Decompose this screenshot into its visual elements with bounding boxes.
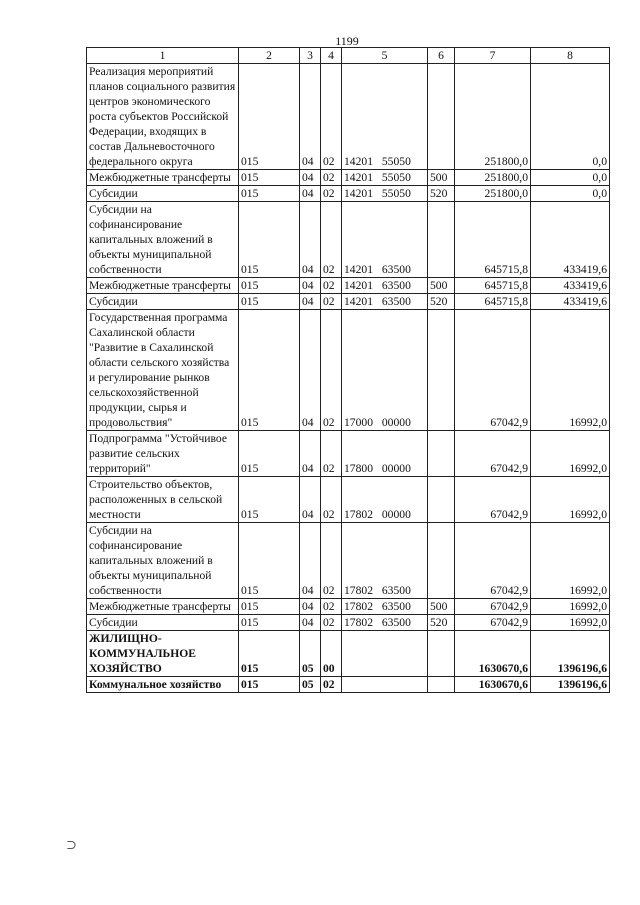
col-2-cell: 015 [239, 186, 300, 202]
col-2-cell: 015 [239, 615, 300, 631]
row-name-cell: Подпрограмма "Устойчивое развитие сельских территорий" [87, 431, 239, 477]
col-3-cell: 04 [300, 64, 321, 170]
col-5-cell: 17000 00000 [342, 310, 428, 431]
col-8-cell: 16992,0 [531, 615, 610, 631]
page-number: 1199 [335, 34, 359, 48]
col-5-cell: 14201 63500 [342, 294, 428, 310]
row-name-cell: Реализация мероприятий планов социального развития центров экономического роста субъектов Российской Федерации, входящих в состав Дальневосточного федерального округа [87, 64, 239, 170]
table-row [87, 310, 610, 431]
col-2-cell: 015 [239, 64, 300, 170]
header-cell: 4 [321, 48, 342, 64]
col-2-cell: 015 [239, 677, 300, 693]
col-6-cell: 500 [428, 170, 455, 186]
col-7-cell: 645715,8 [455, 278, 531, 294]
col-2-cell: 015 [239, 523, 300, 599]
col-4-cell: 02 [321, 615, 342, 631]
col-7-cell: 645715,8 [455, 202, 531, 278]
col-3-cell: 05 [300, 677, 321, 693]
col-2-cell: 015 [239, 310, 300, 431]
header-cell: 6 [428, 48, 455, 64]
col-7-cell: 251800,0 [455, 64, 531, 170]
col-7-cell: 67042,9 [455, 599, 531, 615]
col-6-cell: 500 [428, 278, 455, 294]
col-5-cell: 17802 63500 [342, 523, 428, 599]
col-2-cell: 015 [239, 202, 300, 278]
col-5-cell: 14201 55050 [342, 186, 428, 202]
col-8-cell: 16992,0 [531, 477, 610, 523]
col-7-cell: 251800,0 [455, 186, 531, 202]
col-2-cell: 015 [239, 170, 300, 186]
col-8-cell: 16992,0 [531, 599, 610, 615]
col-4-cell: 00 [321, 631, 342, 677]
col-3-cell: 04 [300, 523, 321, 599]
col-8-cell: 1396196,6 [531, 677, 610, 693]
col-8-cell: 0,0 [531, 64, 610, 170]
col-3-cell: 04 [300, 615, 321, 631]
col-5-cell: 14201 55050 [342, 64, 428, 170]
header-cell: 1 [87, 48, 239, 64]
col-3-cell: 04 [300, 310, 321, 431]
col-7-cell: 67042,9 [455, 615, 531, 631]
col-5-cell: 17802 63500 [342, 615, 428, 631]
row-name-cell: ЖИЛИЩНО-КОММУНАЛЬНОЕ ХОЗЯЙСТВО [87, 631, 239, 677]
row-name-cell: Межбюджетные трансферты [87, 278, 239, 294]
row-name-cell: Строительство объектов, расположенных в сельской местности [87, 477, 239, 523]
col-6-cell [428, 477, 455, 523]
col-2-cell: 015 [239, 599, 300, 615]
budget-table [86, 47, 610, 693]
col-4-cell: 02 [321, 202, 342, 278]
table-row [87, 202, 610, 278]
col-6-cell [428, 202, 455, 278]
col-5-cell: 17802 63500 [342, 599, 428, 615]
row-name-cell: Субсидии на софинансирование капитальных вложений в объекты муниципальной собственности [87, 523, 239, 599]
col-4-cell: 02 [321, 431, 342, 477]
row-name-cell: Коммунальное хозяйство [87, 677, 239, 693]
table-row [87, 677, 610, 693]
header-cell: 2 [239, 48, 300, 64]
header-row [87, 48, 610, 64]
col-3-cell: 04 [300, 599, 321, 615]
col-7-cell: 67042,9 [455, 431, 531, 477]
col-3-cell: 04 [300, 278, 321, 294]
col-4-cell: 02 [321, 523, 342, 599]
col-6-cell: 500 [428, 599, 455, 615]
col-8-cell: 16992,0 [531, 523, 610, 599]
col-3-cell: 04 [300, 294, 321, 310]
col-3-cell: 04 [300, 202, 321, 278]
col-4-cell: 02 [321, 310, 342, 431]
col-5-cell [342, 631, 428, 677]
header-cell: 5 [342, 48, 428, 64]
col-7-cell: 67042,9 [455, 477, 531, 523]
col-7-cell: 1630670,6 [455, 631, 531, 677]
col-5-cell: 14201 55050 [342, 170, 428, 186]
table-row [87, 431, 610, 477]
table-row [87, 278, 610, 294]
col-8-cell: 433419,6 [531, 278, 610, 294]
row-name-cell: Субсидии [87, 186, 239, 202]
col-2-cell: 015 [239, 631, 300, 677]
col-4-cell: 02 [321, 477, 342, 523]
col-4-cell: 02 [321, 186, 342, 202]
row-name-cell: Субсидии на софинансирование капитальных вложений в объекты муниципальной собственности [87, 202, 239, 278]
col-3-cell: 04 [300, 477, 321, 523]
col-6-cell [428, 631, 455, 677]
col-8-cell: 1396196,6 [531, 631, 610, 677]
col-4-cell: 02 [321, 64, 342, 170]
header-cell: 7 [455, 48, 531, 64]
col-7-cell: 67042,9 [455, 310, 531, 431]
table-row [87, 170, 610, 186]
col-8-cell: 16992,0 [531, 431, 610, 477]
table-row [87, 186, 610, 202]
col-8-cell: 0,0 [531, 186, 610, 202]
col-7-cell: 251800,0 [455, 170, 531, 186]
col-4-cell: 02 [321, 170, 342, 186]
margin-mark-icon: ⊃ [66, 837, 77, 852]
col-2-cell: 015 [239, 278, 300, 294]
row-name-cell: Государственная программа Сахалинской области "Развитие в Сахалинской области сельского хозяйства и регулирование рынков сельскохозяйственной продукции, сырья и продовольствия" [87, 310, 239, 431]
col-4-cell: 02 [321, 677, 342, 693]
col-7-cell: 1630670,6 [455, 677, 531, 693]
col-6-cell: 520 [428, 615, 455, 631]
row-name-cell: Межбюджетные трансферты [87, 170, 239, 186]
col-6-cell: 520 [428, 186, 455, 202]
col-2-cell: 015 [239, 477, 300, 523]
col-2-cell: 015 [239, 431, 300, 477]
col-7-cell: 67042,9 [455, 523, 531, 599]
table-row [87, 599, 610, 615]
col-8-cell: 16992,0 [531, 310, 610, 431]
col-3-cell: 04 [300, 431, 321, 477]
header-cell: 3 [300, 48, 321, 64]
col-4-cell: 02 [321, 294, 342, 310]
col-6-cell [428, 431, 455, 477]
table-row [87, 294, 610, 310]
col-5-cell: 17802 00000 [342, 477, 428, 523]
col-8-cell: 433419,6 [531, 294, 610, 310]
col-3-cell: 05 [300, 631, 321, 677]
col-6-cell [428, 677, 455, 693]
col-3-cell: 04 [300, 186, 321, 202]
col-6-cell [428, 64, 455, 170]
col-7-cell: 645715,8 [455, 294, 531, 310]
col-4-cell: 02 [321, 599, 342, 615]
row-name-cell: Межбюджетные трансферты [87, 599, 239, 615]
row-name-cell: Субсидии [87, 294, 239, 310]
table-row [87, 477, 610, 523]
col-5-cell: 17800 00000 [342, 431, 428, 477]
table-body [87, 48, 610, 693]
col-6-cell [428, 310, 455, 431]
table-row [87, 631, 610, 677]
col-5-cell [342, 677, 428, 693]
col-5-cell: 14201 63500 [342, 278, 428, 294]
col-4-cell: 02 [321, 278, 342, 294]
col-2-cell: 015 [239, 294, 300, 310]
col-8-cell: 433419,6 [531, 202, 610, 278]
col-5-cell: 14201 63500 [342, 202, 428, 278]
header-cell: 8 [531, 48, 610, 64]
table-row [87, 523, 610, 599]
col-6-cell: 520 [428, 294, 455, 310]
table-row [87, 64, 610, 170]
col-8-cell: 0,0 [531, 170, 610, 186]
row-name-cell: Субсидии [87, 615, 239, 631]
col-3-cell: 04 [300, 170, 321, 186]
col-6-cell [428, 523, 455, 599]
table-row [87, 615, 610, 631]
